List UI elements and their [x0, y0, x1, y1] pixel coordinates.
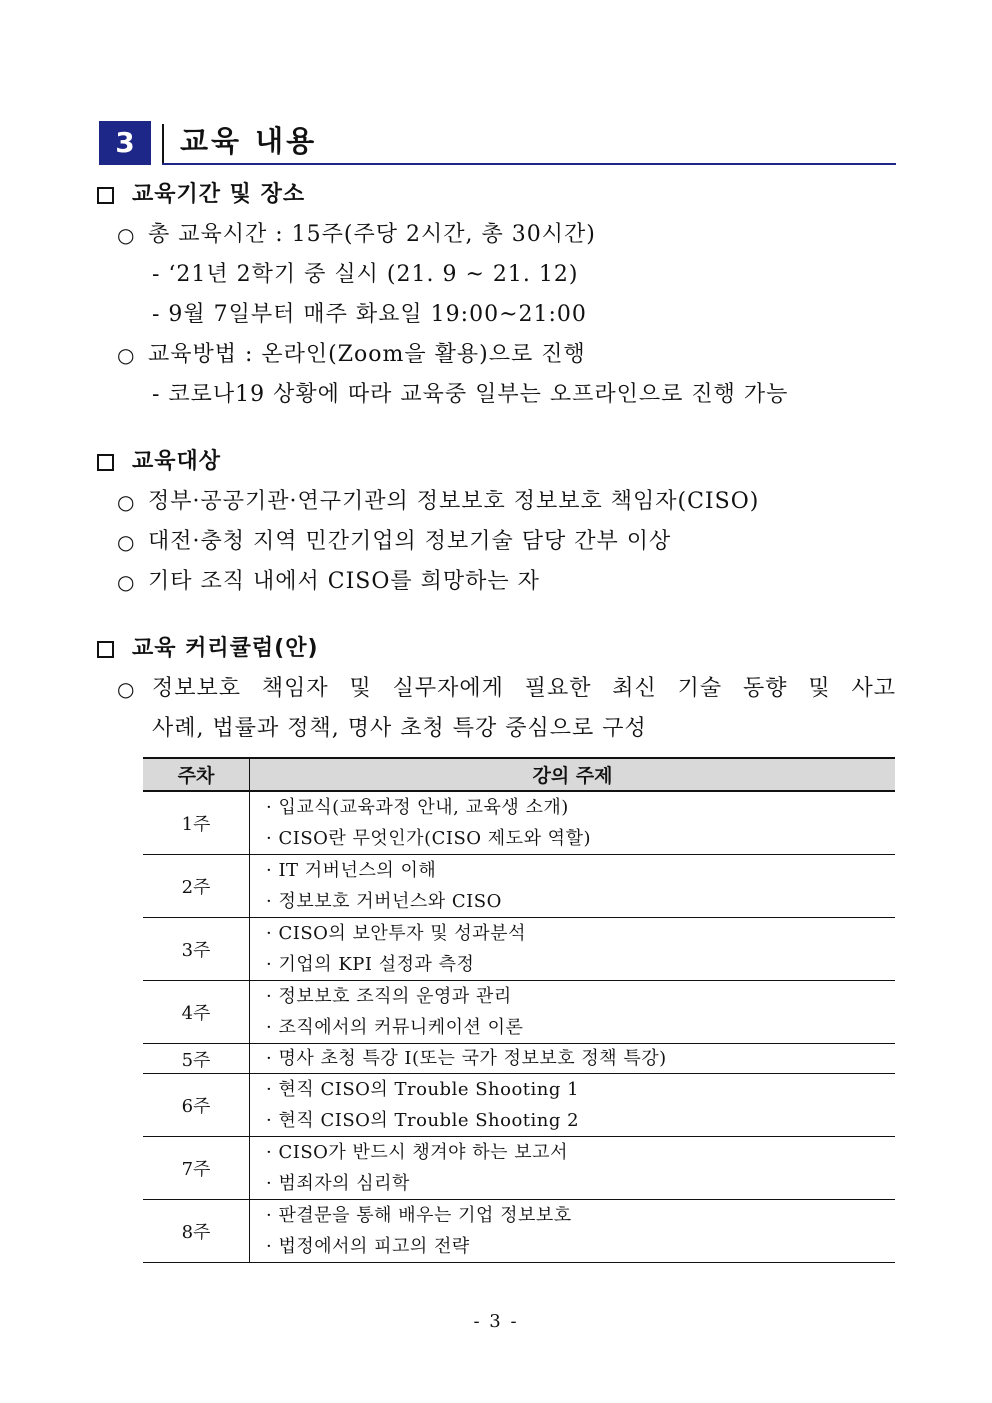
- circle-bullet: ○: [117, 570, 135, 594]
- line-semester: - ‘21년 2학기 중 실시 (21. 9 ~ 21. 12): [152, 262, 579, 287]
- topic-cell: [250, 1044, 896, 1074]
- topic-cell: [250, 791, 896, 855]
- topic-item: · 기업의 KPI 설정과 측정: [266, 954, 475, 975]
- week-cell: 2주: [143, 855, 250, 918]
- topic-item: · 조직에서의 커뮤니케이션 이론: [266, 1017, 524, 1038]
- table-row: [143, 855, 895, 918]
- table-row: [143, 1044, 895, 1074]
- topic-item: · IT 거버넌스의 이해: [266, 860, 437, 881]
- checkbox-square-icon: [97, 187, 114, 204]
- table-row: [143, 1074, 895, 1137]
- section-underline: [162, 163, 896, 165]
- topic-cell: [250, 855, 896, 918]
- heading-curriculum: 교육 커리큘럼(안): [132, 636, 319, 661]
- topic-item: · 정보보호 조직의 운영과 관리: [266, 986, 512, 1007]
- week-cell: 6주: [143, 1074, 250, 1137]
- topic-item: · 명사 초청 특강 Ⅰ(또는 국가 정보보호 정책 특강): [266, 1048, 667, 1069]
- table-row: [143, 791, 895, 855]
- page-number: - 3 -: [473, 1311, 519, 1332]
- topic-cell: [250, 918, 896, 981]
- line-curriculum-2: 사례, 법률과 정책, 명사 초청 특강 중심으로 구성: [152, 716, 647, 741]
- topic-item: · 현직 CISO의 Trouble Shooting 2: [266, 1110, 580, 1131]
- checkbox-square-icon: [97, 454, 114, 471]
- week-cell: 3주: [143, 918, 250, 981]
- topic-cell: [250, 1200, 896, 1263]
- topic-item: · 범죄자의 심리학: [266, 1173, 410, 1194]
- topic-item: · 현직 CISO의 Trouble Shooting 1: [266, 1079, 580, 1100]
- checkbox-square-icon: [97, 641, 114, 658]
- topic-item: · CISO란 무엇인가(CISO 제도와 역할): [266, 828, 591, 849]
- topic-cell: [250, 981, 896, 1044]
- curriculum-table: [143, 757, 895, 1263]
- topic-item: · 법정에서의 피고의 전략: [266, 1236, 470, 1257]
- topic-item: · 입교식(교육과정 안내, 교육생 소개): [266, 797, 569, 818]
- table-row: [143, 981, 895, 1044]
- line-total-hours: 총 교육시간 : 15주(주당 2시간, 총 30시간): [148, 222, 596, 247]
- week-cell: 7주: [143, 1137, 250, 1200]
- header-week: 주차: [143, 758, 250, 791]
- line-target-private: 대전·충청 지역 민간기업의 정보기술 담당 간부 이상: [148, 529, 672, 554]
- topic-cell: [250, 1137, 896, 1200]
- line-target-public: 정부·공공기관·연구기관의 정보보호 정보보호 책임자(CISO): [148, 489, 760, 514]
- circle-bullet: ○: [117, 490, 135, 514]
- topic-item: · CISO가 반드시 챙겨야 하는 보고서: [266, 1142, 568, 1163]
- topic-item: · 정보보호 거버넌스와 CISO: [266, 891, 502, 912]
- line-method: 교육방법 : 온라인(Zoom을 활용)으로 진행: [148, 342, 586, 367]
- line-target-other: 기타 조직 내에서 CISO를 희망하는 자: [148, 569, 540, 594]
- section-divider: [162, 124, 164, 164]
- table-header-row: [143, 758, 895, 791]
- circle-bullet: ○: [117, 343, 135, 367]
- week-cell: 8주: [143, 1200, 250, 1263]
- week-cell: 4주: [143, 981, 250, 1044]
- section-number: 3: [99, 121, 151, 165]
- circle-bullet: ○: [117, 677, 135, 701]
- section-title: 교육 내용: [180, 124, 318, 158]
- header-topic: 강의 주제: [250, 758, 896, 791]
- table-row: [143, 918, 895, 981]
- topic-item: · CISO의 보안투자 및 성과분석: [266, 923, 526, 944]
- circle-bullet: ○: [117, 223, 135, 247]
- line-curriculum-1: 정보보호 책임자 및 실무자에게 필요한 최신 기술 동향 및 사고: [152, 676, 896, 701]
- topic-cell: [250, 1074, 896, 1137]
- table-row: [143, 1137, 895, 1200]
- week-cell: 1주: [143, 791, 250, 855]
- line-covid-note: - 코로나19 상황에 따라 교육중 일부는 오프라인으로 진행 가능: [152, 382, 789, 407]
- table-row: [143, 1200, 895, 1263]
- topic-item: · 판결문을 통해 배우는 기업 정보보호: [266, 1205, 572, 1226]
- heading-target: 교육대상: [132, 449, 222, 474]
- circle-bullet: ○: [117, 530, 135, 554]
- heading-period-place: 교육기간 및 장소: [132, 182, 306, 207]
- week-cell: 5주: [143, 1044, 250, 1074]
- line-schedule: - 9월 7일부터 매주 화요일 19:00~21:00: [152, 302, 587, 327]
